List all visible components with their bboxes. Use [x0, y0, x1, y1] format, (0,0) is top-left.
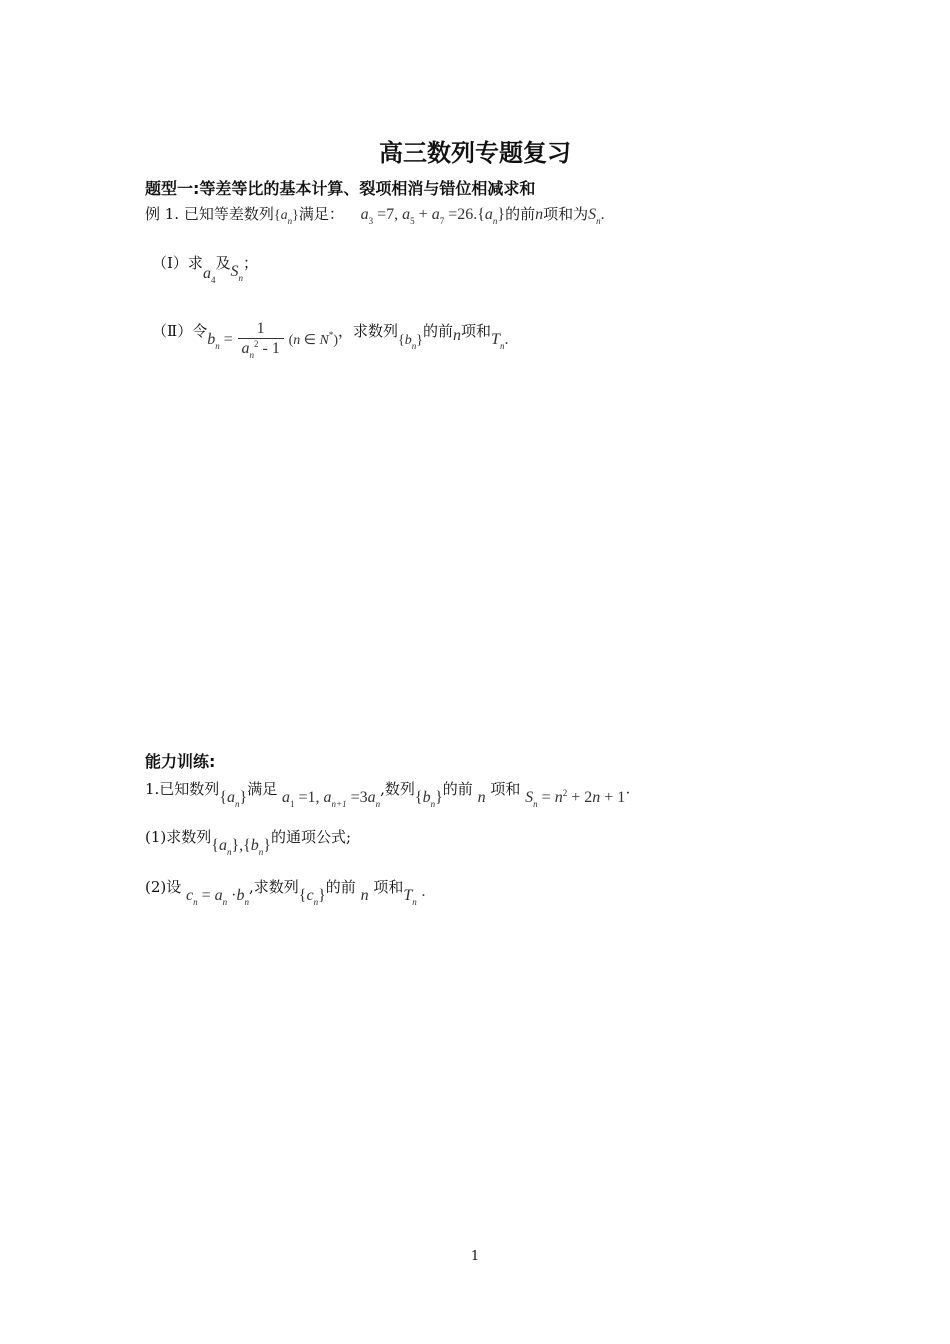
formula-Tn: $T_n$ [491, 331, 505, 351]
formula-ex-n: n [477, 789, 486, 806]
formula-ex-Sn: $S_n = n^2 + 2n + 1\cdot$ [525, 785, 631, 809]
example1-statement: 例 1. 已知等差数列$\{a_n\}$满足： $a_3 =7$, $a_5 + a_7 =26.\{a_n\}$的前n项和为$S_n$. [145, 205, 605, 226]
part1-end: ； [242, 254, 258, 272]
section-heading-type1: 题型一:等差等比的基本计算、裂项相消与错位相减求和 [145, 179, 536, 198]
ex-part2-terms-sum: 项和 [373, 878, 404, 896]
part1-label: （Ⅰ）求 [152, 254, 203, 272]
exercise1-intro: 1.已知数列 [145, 780, 220, 798]
example1-sum-of-first: 的前 [505, 205, 536, 223]
formula-ex-seq-an: $\{a_n\}$ [219, 789, 248, 809]
part1-and: 及 [215, 254, 231, 272]
exercise1-satisfies: 满足 [247, 780, 278, 798]
part2-label: （Ⅱ）令 [152, 322, 208, 340]
formula-Sn-part1: $S_n$ [230, 263, 243, 283]
exercise1-part2: (2)设 $c_n = a_n \cdot b_n$,求数列$\{c_n\}$的前 n 项和$T_n$ . [145, 878, 426, 907]
example1-part1 [152, 252, 258, 285]
example1-part2: （Ⅱ）令$b_n$ = $\frac{1}{a_n^2 - 1}$ (n ∈ N*)，求数列$\{b_n\}$的前n项和$T_n$. [152, 320, 509, 360]
formula-bn-def: $b_n$ = [207, 331, 233, 351]
formula-n: n [535, 206, 544, 223]
part2-terms-sum: 项和 [461, 322, 492, 340]
formula-condition: $a_3 =7$, $a_5 + a_7 =26.\{a_n\}$ [360, 206, 506, 226]
section-heading-training: 能力训练: [145, 752, 216, 771]
exercise1-part1 [145, 826, 352, 857]
formula-ex-recurrence: $a_1 =1$, $a_{n+1} =3a_n$ [281, 789, 381, 809]
formula-n-part2: n [453, 327, 462, 344]
exercise1-seq-label: ,数列 [380, 780, 415, 798]
exercise1-sum-of-first: 的前 [442, 780, 473, 798]
exercise1-statement [145, 777, 631, 809]
formula-ex-Tn: $T_n$ [403, 887, 417, 907]
formula-ex-cn-def: $c_n = a_n \cdot b_n$ [186, 887, 249, 907]
formula-ex-seq-cn: $\{c_n\}$ [298, 887, 326, 907]
exercise1-terms-sum: 项和 [490, 780, 521, 798]
formula-ex-an-bn: $\{a_n\},\{b_n\}$ [211, 837, 271, 857]
example1-satisfies: 满足： [298, 205, 344, 223]
ex-part2-sum-of-first: 的前 [325, 878, 356, 896]
ex-part2-label: (2)设 [145, 878, 182, 896]
formula-fraction: $\frac{1}{a_n^2 - 1}$ [238, 320, 284, 360]
formula-n-in-N: (n ∈ N*) [288, 330, 339, 348]
formula-ex-n2: n [360, 887, 369, 904]
ex-part1-label: (1)求数列 [145, 828, 212, 846]
formula-Sn: $S_n$ [588, 206, 601, 226]
part2-sum-of-first: 的前 [423, 322, 454, 340]
formula-ex-seq-bn: $\{b_n\}$ [414, 789, 443, 809]
page-title: 高三数列专题复习 [379, 139, 571, 167]
example1-intro: 例 1. 已知等差数列 [145, 205, 274, 223]
ex-part2-mid: ,求数列 [249, 878, 299, 896]
part2-comma: ，求数列 [338, 322, 399, 340]
formula-seq-an: $\{a_n\}$ [273, 208, 299, 226]
formula-seq-bn: $\{b_n\}$ [398, 333, 423, 351]
page-number: 1 [470, 1249, 480, 1264]
ex-part1-end: 的通项公式; [270, 828, 352, 846]
formula-a4: $a_4$ [202, 265, 216, 285]
example1-terms-sum-is: 项和为 [543, 205, 589, 223]
